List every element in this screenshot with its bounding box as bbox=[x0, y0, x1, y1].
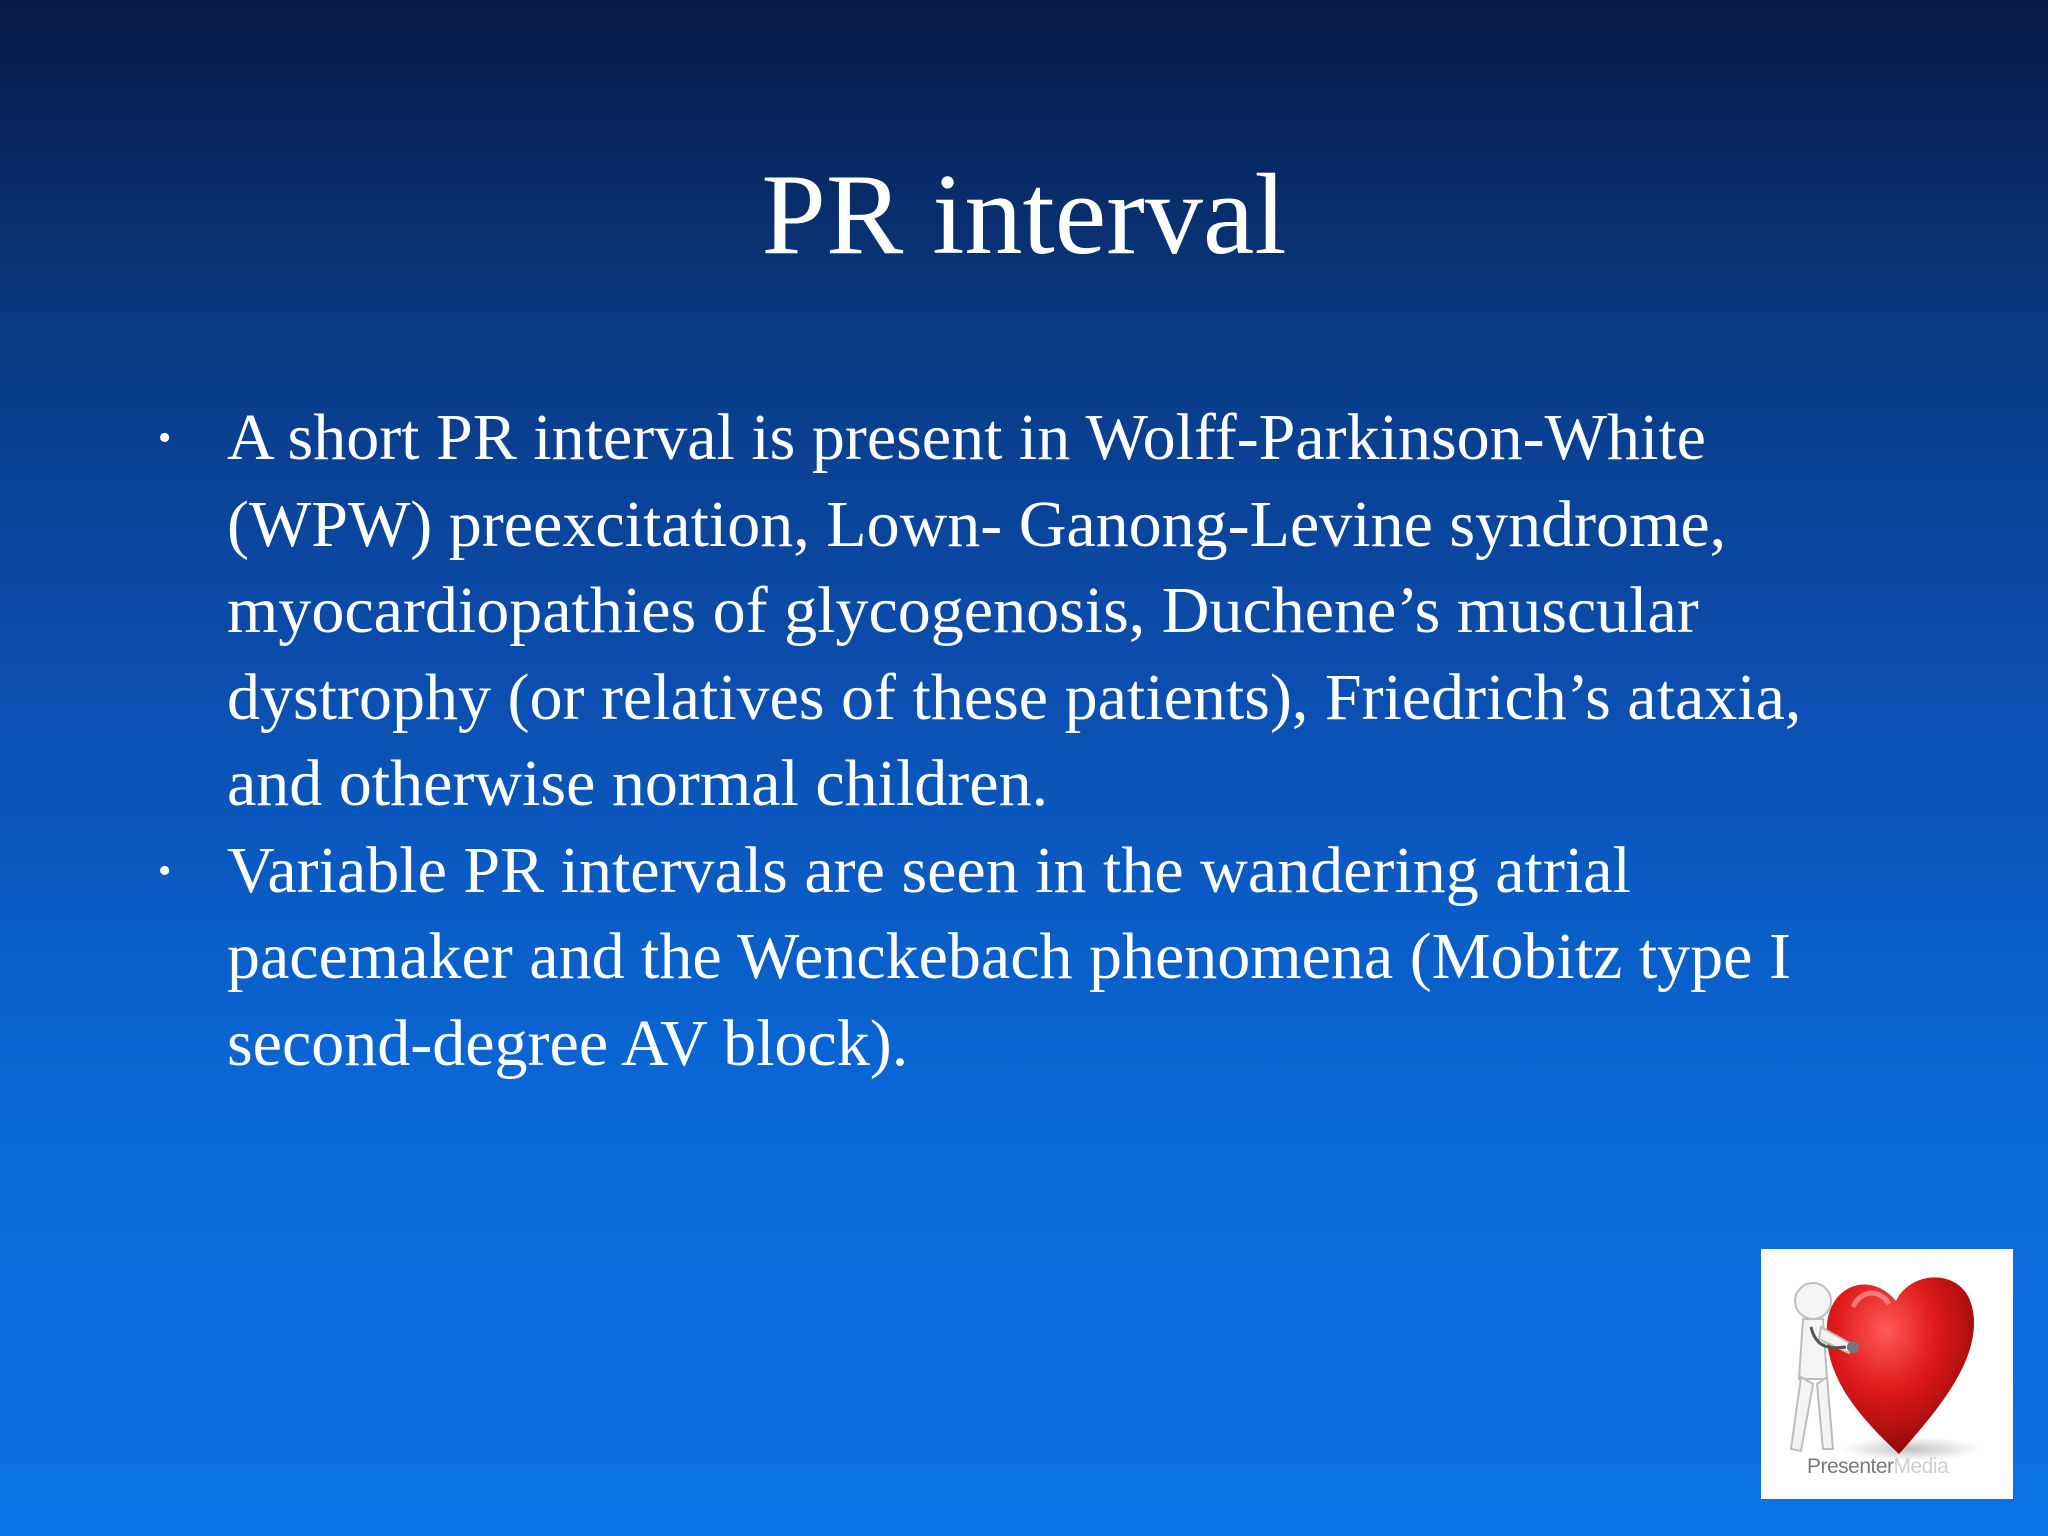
bullet-list bbox=[150, 395, 1890, 1087]
bullet-text: A short PR interval is present in Wolff-Parkinson-White (WPW) preexcitation, Lown- Ganong-Levine syndrome, myocardiopathies of glycogenosis, Duchene’s muscular dystrophy (or relatives of these patients), Friedrich’s ataxia, and otherwise normal children. bbox=[227, 401, 1802, 820]
presentermedia-logo bbox=[1761, 1249, 2013, 1499]
bullet-item bbox=[150, 828, 1890, 1088]
bullet-text: Variable PR intervals are seen in the wandering atrial pacemaker and the Wenckebach phenomena (Mobitz type I second-degree AV block). bbox=[227, 833, 1791, 1080]
bullet-marker: • bbox=[158, 417, 172, 459]
bullet-marker: • bbox=[158, 849, 172, 892]
logo-text: PresenterMedia bbox=[1807, 1455, 1949, 1478]
slide-title: PR interval bbox=[761, 151, 1287, 279]
bullet-item bbox=[150, 395, 1890, 828]
